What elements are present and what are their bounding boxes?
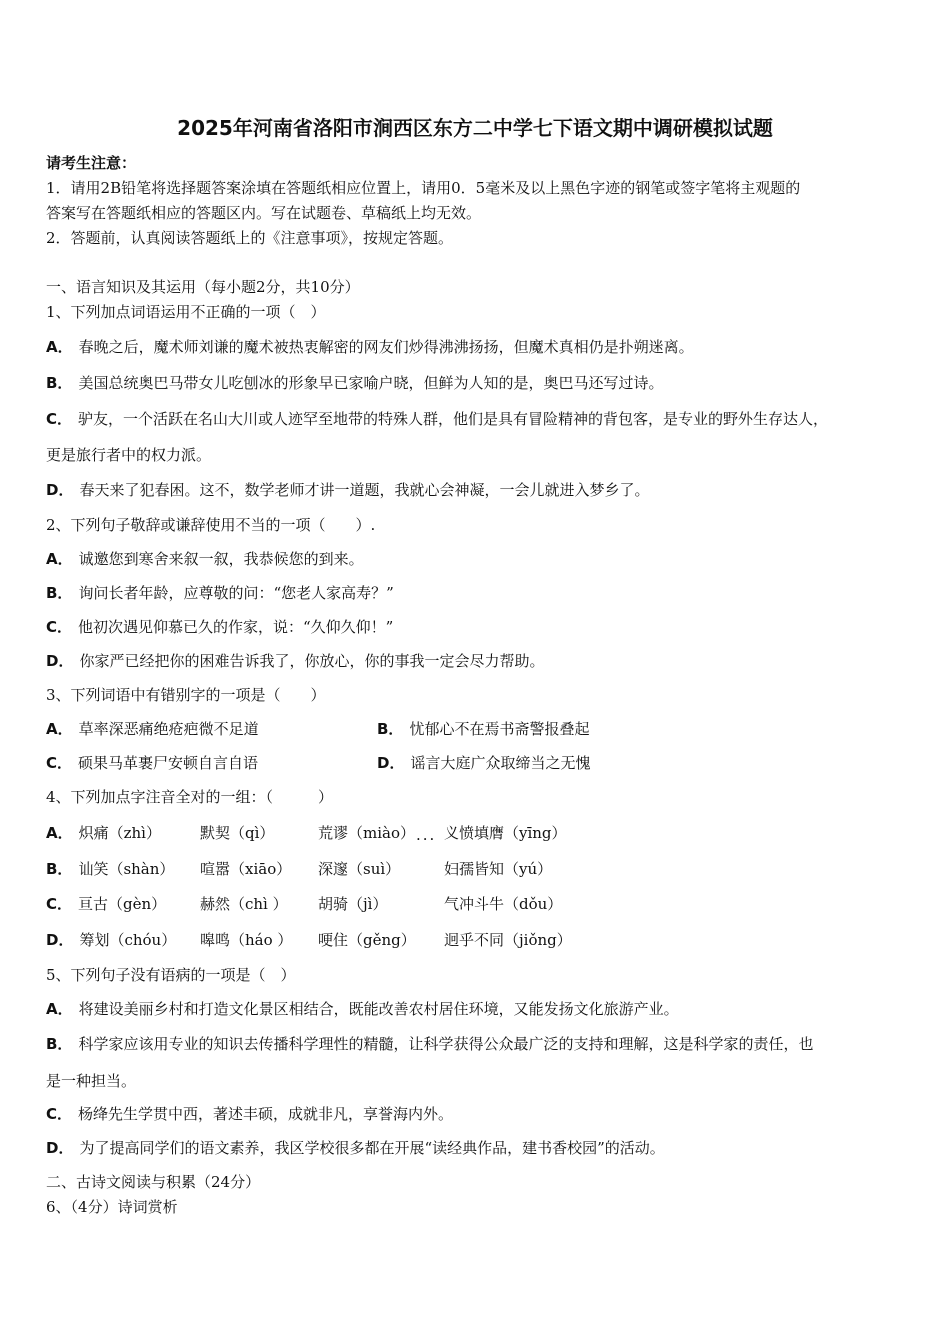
notice-item-2: 2．答题前，认真阅读答题纸上的《注意事项》，按规定答题。 xyxy=(46,229,454,247)
q5-stem: 5、下列句子没有语病的一项是（ ） xyxy=(46,966,296,984)
q1-stem: 1、下列加点词语运用不正确的一项（ ） xyxy=(46,303,326,321)
section-1-heading: 一、语言知识及其运用（每小题2分，共10分） xyxy=(46,278,360,296)
option-text: 杨绛先生学贯中西，著述丰硕，成就非凡，享誉海内外。 xyxy=(78,1105,454,1123)
q2-stem: 2、下列句子敬辞或谦辞使用不当的一项（ ）. xyxy=(46,516,376,534)
q3-stem: 3、下列词语中有错别字的一项是（ ） xyxy=(46,686,326,704)
q4-d-item-4: 迥乎不同（jiǒng） xyxy=(444,931,572,949)
q4-option-b-label xyxy=(46,858,174,879)
option-text: 为了提高同学们的语文素养，我区学校很多都在开展“读经典作品，建书香校园”的活动。 xyxy=(79,1139,665,1157)
option-text: 美国总统奥巴马带女儿吃刨冰的形象早已家喻户晓，但鲜为人知的是，奥巴马还写过诗。 xyxy=(78,374,664,392)
option-text: 你家严已经把你的困难告诉我了，你放心，你的事我一定会尽力帮助。 xyxy=(79,652,545,670)
option-label: B． xyxy=(377,720,404,738)
q4-c-item-2: 赫然（chì ） xyxy=(200,895,288,913)
option-label: C． xyxy=(46,410,73,428)
q4-b-item-4: 妇孺皆知（yú） xyxy=(444,860,553,878)
q4-b-item-1: 讪笑（shàn） xyxy=(78,860,175,878)
option-label: A． xyxy=(46,720,73,738)
q4-option-d-label xyxy=(46,929,176,950)
q4-c-item-1: 亘古（gèn） xyxy=(78,895,167,913)
q4-a-item-4: 义愤填膺（yīng） xyxy=(444,824,567,842)
q3-option-d xyxy=(377,752,590,773)
q5-option-c xyxy=(46,1103,916,1124)
q2-option-d xyxy=(46,650,916,671)
section-2-heading: 二、古诗文阅读与积累（24分） xyxy=(46,1173,261,1191)
q2-option-c xyxy=(46,616,916,637)
option-label: A． xyxy=(46,338,73,356)
q3-option-c xyxy=(46,752,258,773)
q1-option-c-cont: 更是旅行者中的权力派。 xyxy=(46,446,212,464)
option-label: B． xyxy=(46,374,73,392)
notice-item-1a: 1．请用2B铅笔将选择题答案涂填在答题纸相应位置上，请用0．5毫米及以上黑色字迹的钢笔或签字笔将主观题的 xyxy=(46,179,801,197)
option-text: 硕果马革裹尸安顿自言自语 xyxy=(78,754,259,772)
option-label: C． xyxy=(46,895,73,913)
option-label: D． xyxy=(46,481,74,499)
option-label: B． xyxy=(46,1035,73,1053)
q4-option-a-label xyxy=(46,822,161,843)
option-label: C． xyxy=(46,754,73,772)
option-text: 他初次遇见仰慕已久的作家，说：“久仰久仰！” xyxy=(78,618,394,636)
q4-a-item-2: 默契（qì） xyxy=(200,824,275,842)
option-text: 谣言大庭广众取缔当之无愧 xyxy=(410,754,591,772)
option-text: 将建设美丽乡村和打造文化景区相结合，既能改善农村居住环境，又能发扬文化旅游产业。 xyxy=(78,1000,679,1018)
q4-stem: 4、下列加点字注音全对的一组：（ ） xyxy=(46,788,334,806)
option-text: 询问长者年龄，应尊敬的问：“您老人家高寿？” xyxy=(78,584,394,602)
q5-option-d xyxy=(46,1137,916,1158)
q3-option-b xyxy=(377,718,589,739)
q4-d-item-2: 嗥鸣（háo ） xyxy=(200,931,293,949)
emphasis-dots: ... xyxy=(416,826,437,844)
option-text: 诚邀您到寒舍来叙一叙，我恭候您的到来。 xyxy=(78,550,364,568)
q2-option-b xyxy=(46,582,916,603)
notice-heading: 请考生注意： xyxy=(46,154,137,172)
option-label: A． xyxy=(46,824,73,842)
q4-b-item-3: 深邃（suì） xyxy=(318,860,401,878)
option-label: C． xyxy=(46,1105,73,1123)
page-title: 2025年河南省洛阳市涧西区东方二中学七下语文期中调研模拟试题 xyxy=(177,116,773,140)
q4-b-item-2: 喧嚣（xiāo） xyxy=(200,860,292,878)
q1-option-a xyxy=(46,336,916,357)
option-label: C． xyxy=(46,618,73,636)
q4-option-c-label xyxy=(46,893,166,914)
option-text: 驴友，一个活跃在名山大川或人迹罕至地带的特殊人群，他们是具有冒险精神的背包客，是专业的野外生存达人， xyxy=(78,410,829,428)
option-label: D． xyxy=(46,1139,74,1157)
option-label: A． xyxy=(46,550,73,568)
option-label: D． xyxy=(46,652,74,670)
option-label: A． xyxy=(46,1000,73,1018)
option-label: B． xyxy=(46,860,73,878)
q1-option-d xyxy=(46,479,916,500)
q4-d-item-3: 哽住（gěng） xyxy=(318,931,416,949)
option-label: D． xyxy=(377,754,405,772)
option-text: 草率深恶痛绝疮疤微不足道 xyxy=(78,720,259,738)
notice-item-1b: 答案写在答题纸相应的答题区内。写在试题卷、草稿纸上均无效。 xyxy=(46,204,482,222)
q2-option-a xyxy=(46,548,916,569)
q3-option-a xyxy=(46,718,259,739)
q6-stem: 6、（4分）诗词赏析 xyxy=(46,1198,178,1216)
q5-option-b xyxy=(46,1033,916,1054)
q5-option-b-cont: 是一种担当。 xyxy=(46,1072,137,1090)
q4-d-item-1: 筹划（chóu） xyxy=(79,931,177,949)
q5-option-a xyxy=(46,998,916,1019)
q4-a-item-1: 炽痛（zhì） xyxy=(78,824,161,842)
q1-option-b xyxy=(46,372,916,393)
option-text: 春晚之后，魔术师刘谦的魔术被热衷解密的网友们炒得沸沸扬扬，但魔术真相仍是扑朔迷离。 xyxy=(78,338,694,356)
q1-option-c xyxy=(46,408,916,429)
q4-a-item-3: 荒谬（miào） xyxy=(318,824,415,842)
option-text: 科学家应该用专业的知识去传播科学理性的精髓，让科学获得公众最广泛的支持和理解，这是科学家的责任，也 xyxy=(78,1035,814,1053)
option-label: D． xyxy=(46,931,74,949)
option-text: 忧郁心不在焉书斋警报叠起 xyxy=(409,720,590,738)
q4-c-item-3: 胡骑（jì） xyxy=(318,895,388,913)
option-label: B． xyxy=(46,584,73,602)
option-text: 春天来了犯春困。这不，数学老师才讲一道题，我就心会神凝，一会儿就进入梦乡了。 xyxy=(79,481,650,499)
q4-c-item-4: 气冲斗牛（dǒu） xyxy=(444,895,563,913)
